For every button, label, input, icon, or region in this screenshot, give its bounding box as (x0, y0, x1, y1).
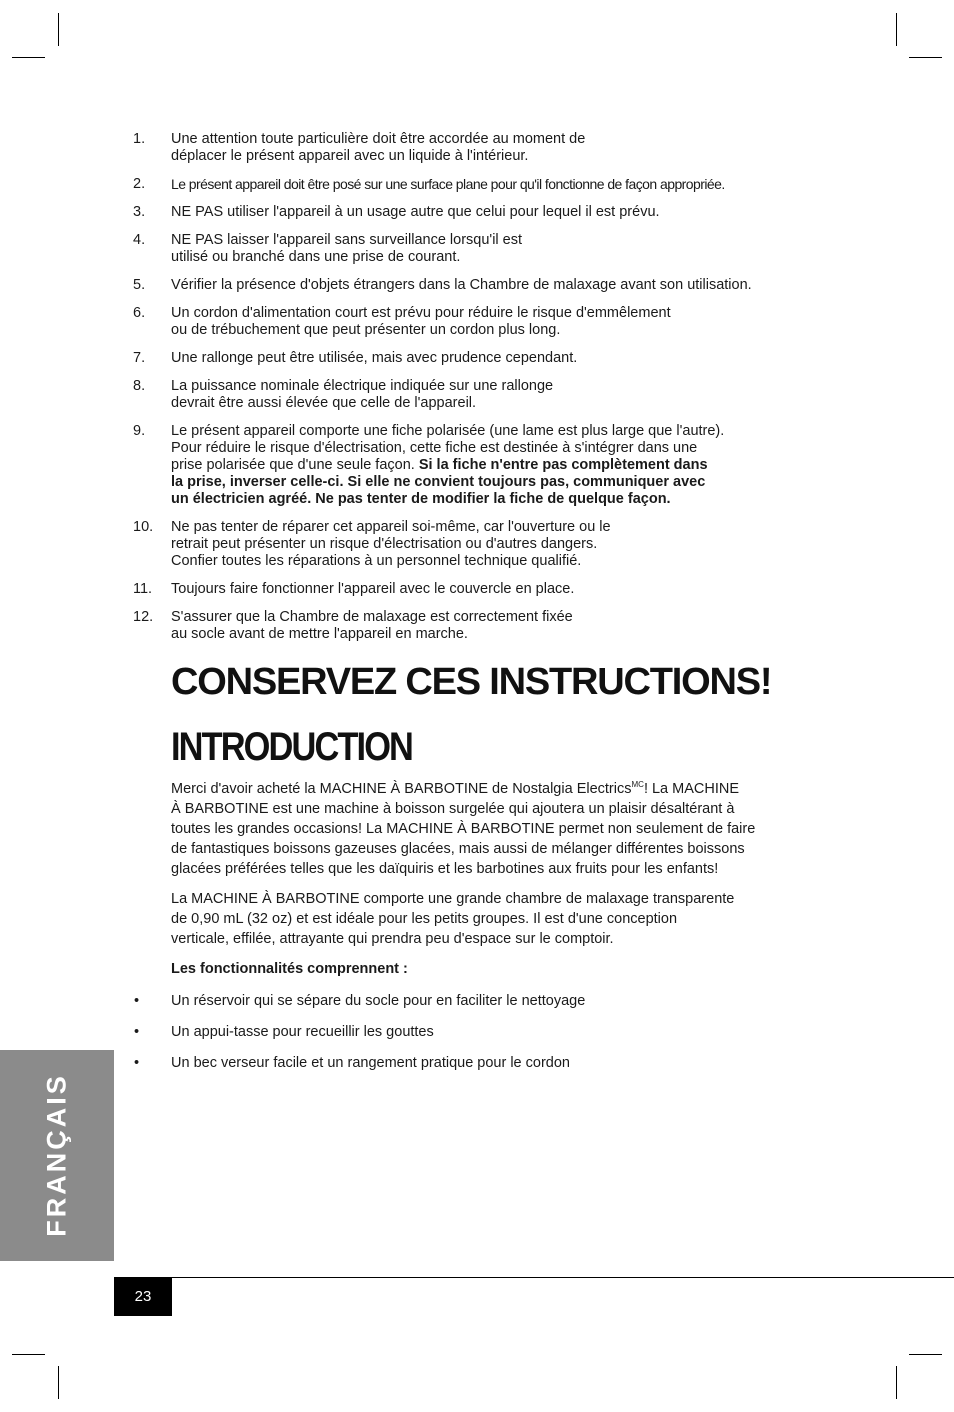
list-item (133, 609, 833, 643)
bullet-icon: • (134, 993, 140, 1009)
feature-text: Un appui-tasse pour recueillir les gouttes (171, 1024, 434, 1040)
item-text: S'assurer que la Chambre de malaxage est correctement fixée au socle avant de mettre l'appareil en marche. (171, 609, 573, 642)
language-tab (0, 1050, 114, 1261)
features-list (133, 991, 833, 1084)
crop-mark (896, 1366, 897, 1399)
intro-text: Merci d'avoir acheté la MACHINE À BARBOTINE de Nostalgia Electrics (171, 781, 632, 797)
safety-instructions-list (133, 131, 833, 654)
item-text-warning: Si la fiche n'entre pas complètement dans la prise, inverser celle-ci. Si elle ne convient toujours pas, communiquer avec un électricien agréé. Ne pas tenter de modifier la fiche de quelque façon. (171, 457, 708, 507)
item-number: 11. (133, 581, 153, 597)
language-tab-label: FRANÇAIS (41, 1073, 72, 1237)
list-item (133, 277, 833, 294)
item-text: NE PAS utiliser l'appareil à un usage autre que celui pour lequel il est prévu. (171, 204, 660, 220)
list-item (133, 232, 833, 266)
item-number: 9. (133, 423, 146, 439)
intro-paragraph (171, 779, 811, 879)
item-text-regular: Le présent appareil comporte une fiche polarisée (une lame est plus large que l'autre). Pour réduire le risque d'électrisation, cette fiche est destinée à s'intégrer dans une prise polarisée que d'une seule façon. (171, 423, 725, 473)
list-item (133, 305, 833, 339)
list-item (133, 176, 833, 193)
item-text (171, 423, 724, 508)
item-text: Une attention toute particulière doit être accordée au moment de déplacer le présent appareil avec un liquide à l'intérieur. (171, 131, 586, 164)
feature-text: Un réservoir qui se sépare du socle pour en faciliter le nettoyage (171, 993, 586, 1009)
item-text: Un cordon d'alimentation court est prévu pour réduire le risque d'emmêlement ou de trébuchement que peut présenter un cordon plus long. (171, 305, 671, 338)
feature-text: Un bec verseur facile et un rangement pratique pour le cordon (171, 1055, 570, 1071)
intro-paragraph: La MACHINE À BARBOTINE comporte une grande chambre de malaxage transparente de 0,90 mL (32 oz) et est idéale pour les petits groupes. Il est d'une conception verticale, effilée, attrayante qui prendra peu d'espace sur le comptoir. (171, 891, 735, 947)
save-instructions-heading: CONSERVEZ CES INSTRUCTIONS! (171, 661, 772, 703)
crop-mark (12, 1354, 45, 1355)
list-item (133, 131, 833, 165)
item-number: 3. (133, 204, 146, 220)
item-text: Ne pas tenter de réparer cet appareil soi-même, car l'ouverture ou le retrait peut présenter un risque d'électrisation ou d'autres dangers. Confier toutes les réparations à un personnel technique qualifié. (171, 519, 611, 569)
crop-mark (896, 13, 897, 46)
item-number: 6. (133, 305, 146, 321)
intro-text: ! La MACHINE À BARBOTINE est une machine à boisson surgelée qui ajoutera un plaisir désaltérant à toutes les grandes occasions! La MACHINE À BARBOTINE permet non seulement de faire de fantastiques boissons gazeuses glacées, mais aussi de mélanger différentes boissons glacées préférées telles que les daïquiris et les barbotines aux fruits pour les enfants! (171, 781, 756, 877)
list-item (133, 991, 833, 1022)
crop-mark (12, 57, 45, 58)
item-text: NE PAS laisser l'appareil sans surveillance lorsqu'il est utilisé ou branché dans une prise de courant. (171, 232, 523, 265)
footer-divider (114, 1277, 954, 1278)
list-item (133, 581, 833, 598)
list-item (133, 423, 833, 508)
features-label: Les fonctionnalités comprennent : (171, 961, 408, 977)
crop-mark (58, 1366, 59, 1399)
trademark-superscript: MC (631, 780, 644, 789)
item-number: 10. (133, 519, 154, 535)
item-number: 2. (133, 176, 146, 192)
item-text: Toujours faire fonctionner l'appareil avec le couvercle en place. (171, 581, 575, 597)
item-number: 7. (133, 350, 146, 366)
list-item (133, 204, 833, 221)
bullet-icon: • (134, 1024, 140, 1040)
page-number: 23 (114, 1278, 172, 1316)
item-number: 1. (133, 131, 146, 147)
list-item (133, 350, 833, 367)
item-text: La puissance nominale électrique indiquée sur une rallonge devrait être aussi élevée que celle de l'appareil. (171, 378, 554, 411)
introduction-body (171, 779, 811, 989)
list-item (133, 378, 833, 412)
item-number: 4. (133, 232, 146, 248)
item-text: Vérifier la présence d'objets étrangers dans la Chambre de malaxage avant son utilisation. (171, 277, 752, 293)
introduction-heading: INTRODUCTION (171, 725, 413, 769)
item-number: 5. (133, 277, 146, 293)
bullet-icon: • (134, 1055, 140, 1071)
list-item (133, 1022, 833, 1053)
crop-mark (909, 1354, 942, 1355)
crop-mark (58, 13, 59, 46)
item-number: 8. (133, 378, 146, 394)
list-item (133, 1053, 833, 1084)
list-item (133, 519, 833, 570)
crop-mark (909, 57, 942, 58)
item-text: Le présent appareil doit être posé sur une surface plane pour qu'il fonctionne de façon appropriée. (171, 176, 725, 192)
item-number: 12. (133, 609, 154, 625)
item-text: Une rallonge peut être utilisée, mais avec prudence cependant. (171, 350, 578, 366)
